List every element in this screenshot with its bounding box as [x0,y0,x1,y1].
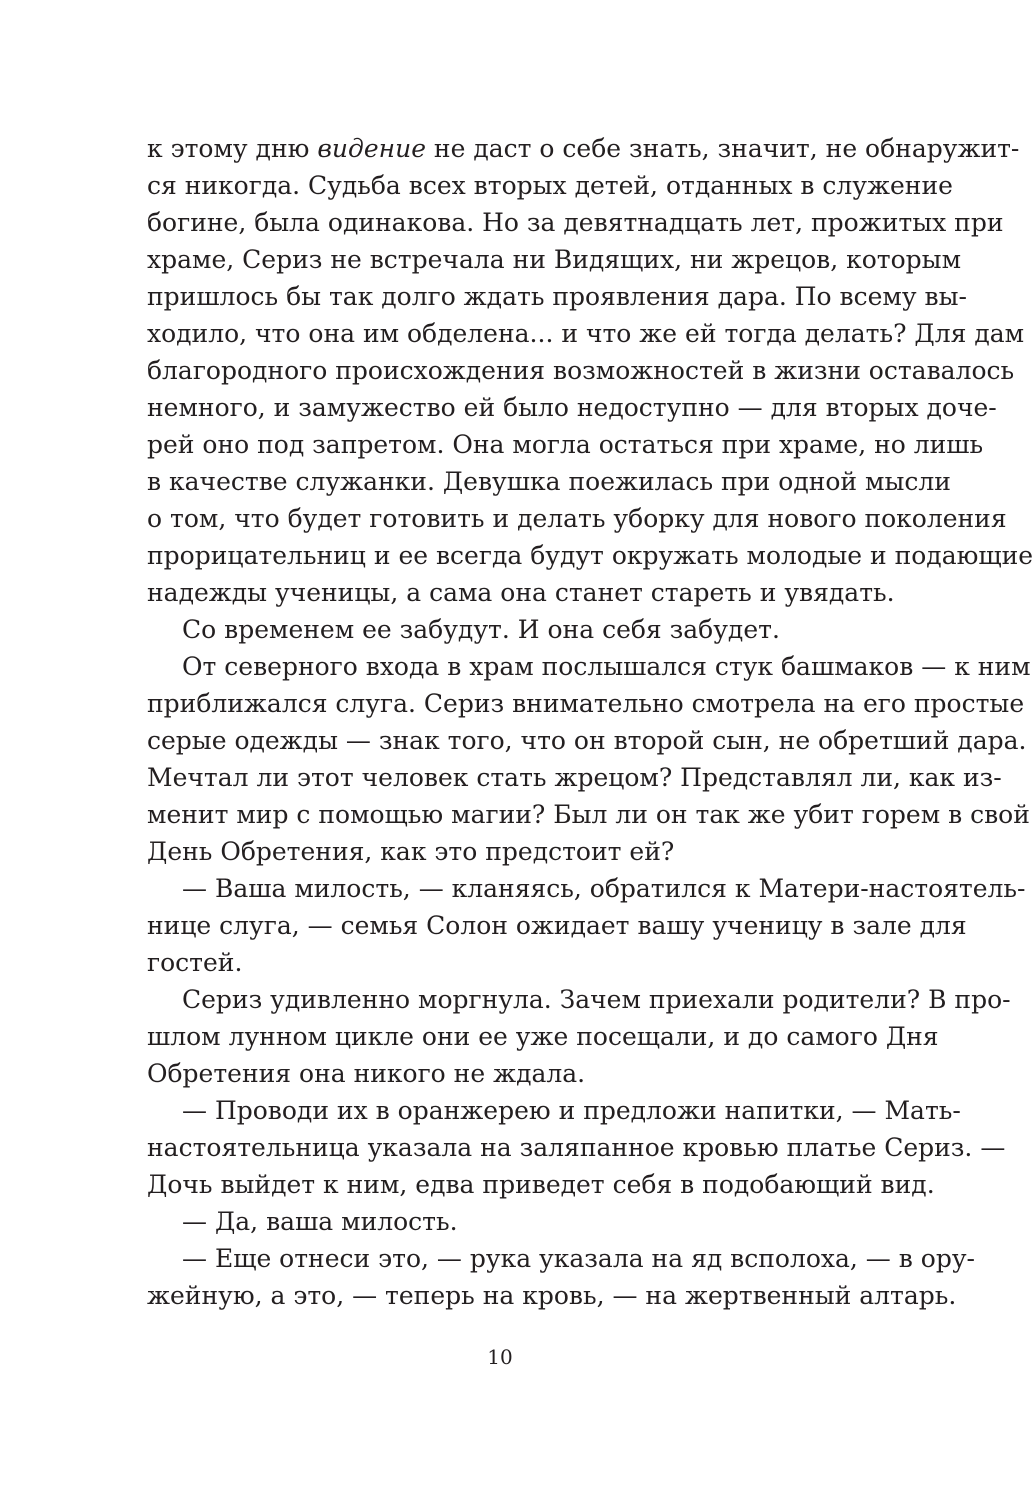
text-line: От северного входа в храм послышался стук башмаков — к ним [182,652,1031,681]
text-line: — Проводи их в оранжерею и предложи напитки, — Мать- [182,1096,961,1125]
text-line: пришлось бы так долго ждать проявления дара. По всему вы- [147,282,967,311]
text-line: гостей. [147,948,243,977]
text-line: Дочь выйдет к ним, едва приведет себя в подобающий вид. [147,1170,935,1199]
text-line: о том, что будет готовить и делать уборку для нового поколения [147,504,1007,533]
text-line: благородного происхождения возможностей в жизни оставалось [147,356,1015,385]
text-line: — Да, ваша милость. [182,1207,458,1236]
text-line: в качестве служанки. Девушка поежилась при одной мысли [147,467,951,496]
text-line: жейную, а это, — теперь на кровь, — на жертвенный алтарь. [147,1281,957,1310]
text-line: серые одежды — знак того, что он второй сын, не обретший дара. [147,726,1027,755]
text-line: шлом лунном цикле они ее уже посещали, и до самого Дня [147,1022,939,1051]
text-line: День Обретения, как это предстоит ей? [147,837,675,866]
text-line: ходило, что она им обделена... и что же ей тогда делать? Для дам [147,319,1025,348]
text-line: ся никогда. Судьба всех вторых детей, отданных в служение [147,171,953,200]
text-line: Со временем ее забудут. И она себя забудет. [182,615,780,644]
body-text [147,130,1033,1314]
text-line: Обретения она никого не ждала. [147,1059,586,1088]
text-line: настоятельница указала на заляпанное кровью платье Сериз. — [147,1133,1006,1162]
text-line: нице слуга, — семья Солон ожидает вашу ученицу в зале для [147,911,967,940]
text-line: надежды ученицы, а сама она станет стареть и увядать. [147,578,895,607]
text-line: Сериз удивленно моргнула. Зачем приехали родители? В про- [182,985,1011,1014]
text-line: менит мир с помощью магии? Был ли он так же убит горем в свой [147,800,1030,829]
text-line: рей оно под запретом. Она могла остаться при храме, но лишь [147,430,984,459]
text-line: прорицательниц и ее всегда будут окружать молодые и подающие [147,541,1033,570]
text-line: — Ваша милость, — кланяясь, обратился к Матери-настоятель- [182,874,1026,903]
text-line: — Еще отнеси это, — рука указала на яд всполоха, — в ору- [182,1244,975,1273]
text-line: богине, была одинакова. Но за девятнадцать лет, прожитых при [147,208,1004,237]
page-number: 10 [487,1345,513,1369]
text-line: храме, Сериз не встречала ни Видящих, ни жрецов, которым [147,245,962,274]
text-line: немного, и замужество ей было недоступно — для вторых доче- [147,393,997,422]
text-line: приближался слуга. Сериз внимательно смотрела на его простые [147,689,1025,718]
text-line: к этому дню видение не даст о себе знать, значит, не обнаружит- [147,134,1020,163]
text-line: Мечтал ли этот человек стать жрецом? Представлял ли, как из- [147,763,1002,792]
